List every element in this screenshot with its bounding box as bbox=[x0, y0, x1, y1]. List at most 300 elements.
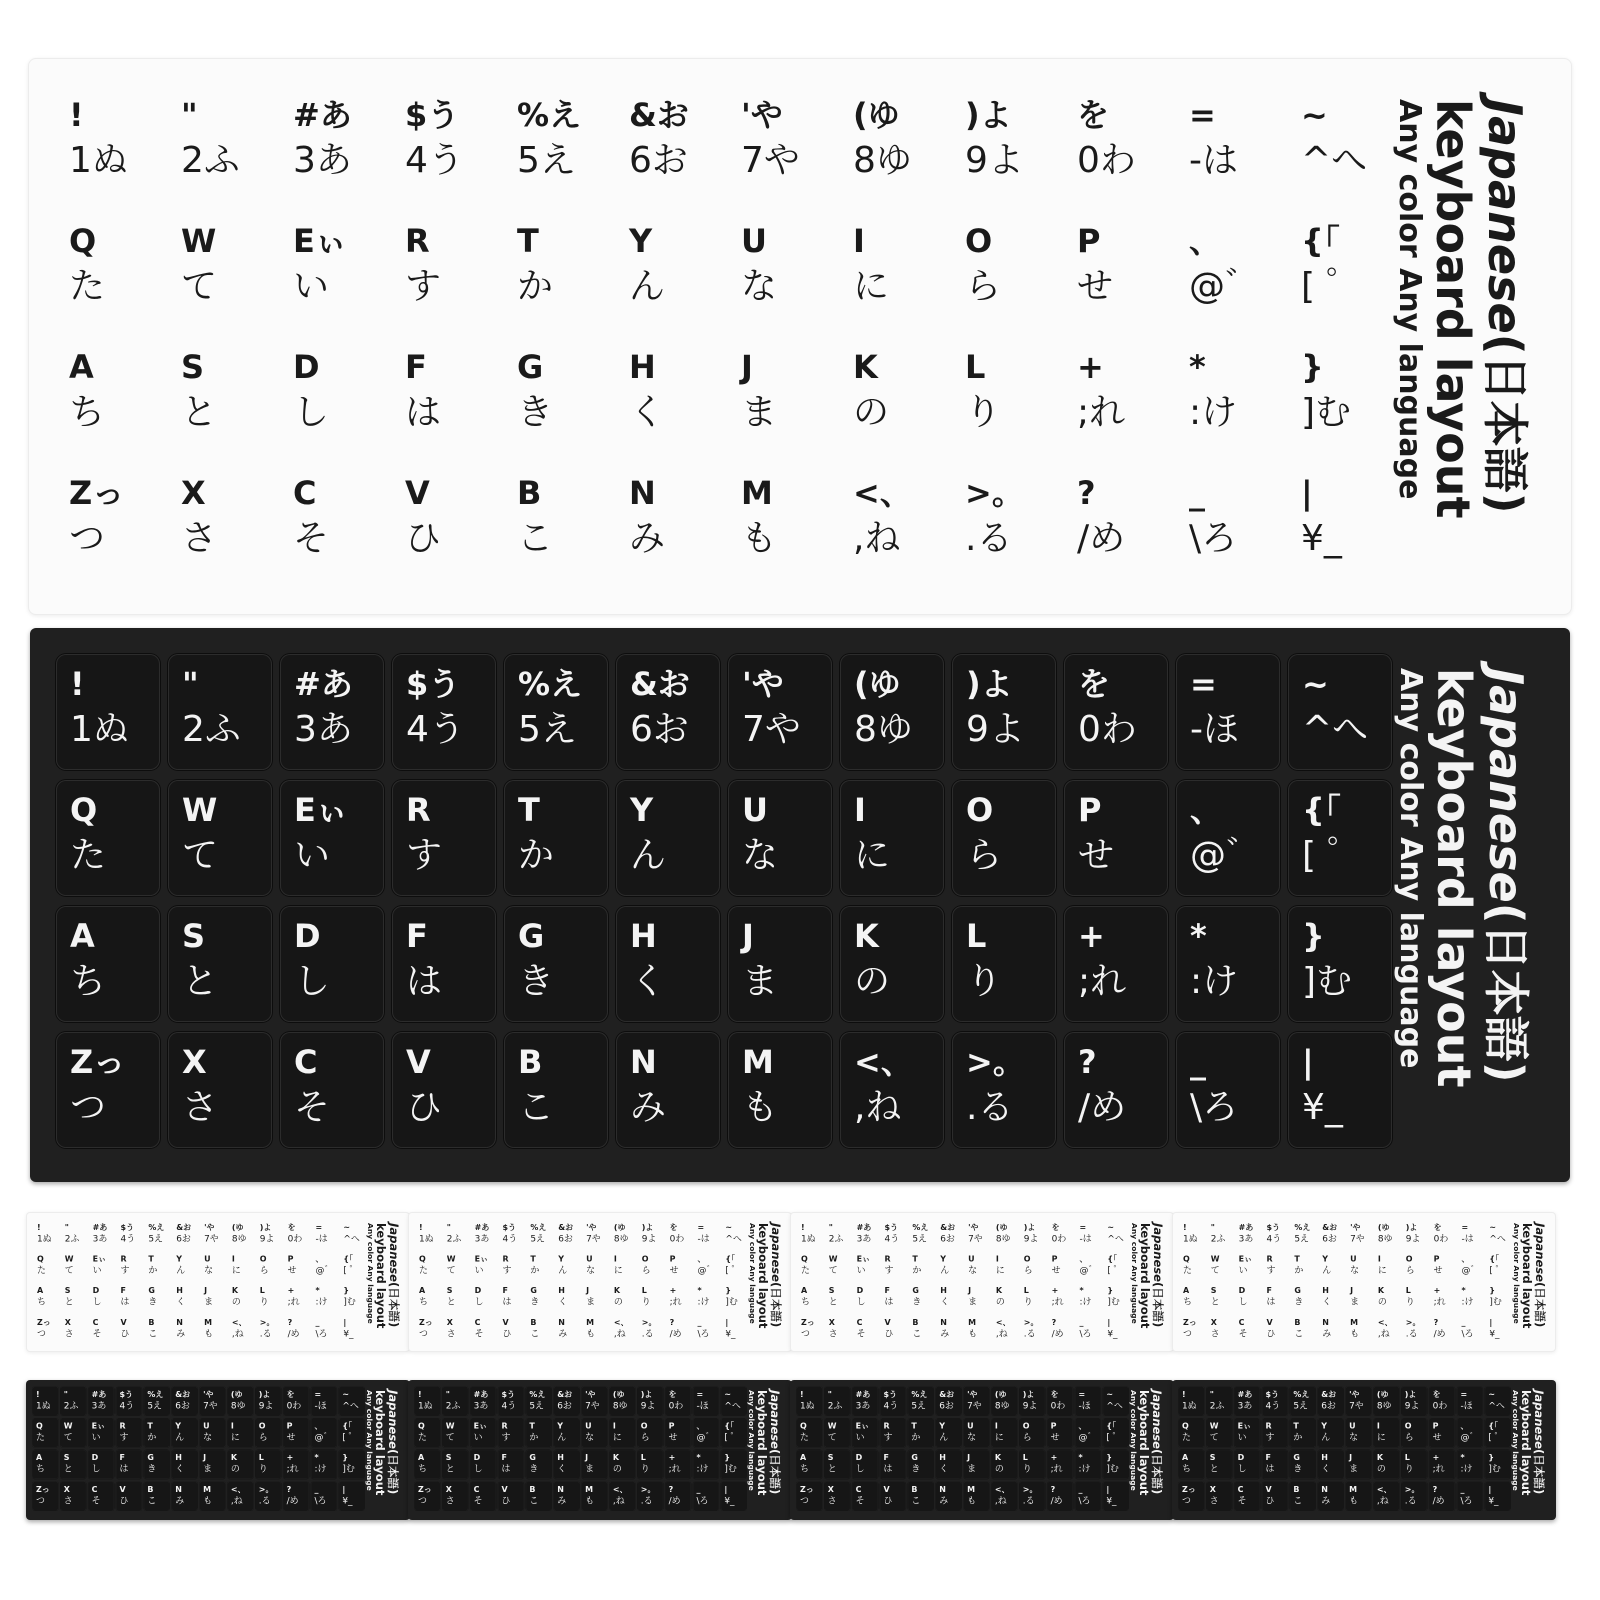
key-legend-bottom: ¥_ bbox=[725, 1328, 736, 1339]
key-legend-bottom: に bbox=[994, 1432, 1004, 1443]
key-sticker bbox=[89, 1251, 115, 1280]
key-legend-bottom: 8ゆ bbox=[230, 1400, 246, 1411]
key-legend-bottom: ん bbox=[630, 835, 667, 876]
key-sticker bbox=[1318, 1387, 1344, 1416]
key-legend-top: O bbox=[1022, 1420, 1030, 1431]
key-legend-top: K bbox=[1376, 1452, 1384, 1463]
key-legend-bottom: ^へ bbox=[343, 1233, 360, 1244]
key-legend-bottom: \ろ bbox=[314, 1495, 327, 1506]
key-legend-bottom: @゛ bbox=[697, 1265, 716, 1276]
key-sticker bbox=[853, 1251, 879, 1280]
key-legend-top: J bbox=[1350, 1285, 1354, 1296]
key-legend-top: ~ bbox=[1106, 1389, 1114, 1399]
key-sticker bbox=[839, 85, 943, 201]
key-legend-bottom: 4う bbox=[502, 1233, 518, 1244]
key-sticker bbox=[694, 1220, 720, 1249]
key-legend-top: L bbox=[640, 1452, 646, 1463]
key-legend-top: (ゆ bbox=[1377, 1222, 1390, 1232]
key-legend-bottom: み bbox=[1321, 1495, 1331, 1506]
key-legend-top: Zっ bbox=[70, 1043, 126, 1081]
key-legend-bottom: し bbox=[1237, 1463, 1247, 1474]
key-sticker bbox=[168, 654, 272, 770]
key-grid bbox=[33, 1220, 365, 1344]
key-sticker bbox=[964, 1418, 990, 1447]
key-legend-top: J bbox=[585, 1452, 589, 1463]
key-legend-bottom: に bbox=[231, 1265, 241, 1276]
key-legend-bottom: ¥_ bbox=[1107, 1328, 1118, 1339]
key-legend-top: P bbox=[286, 1420, 293, 1431]
key-sticker bbox=[55, 211, 159, 327]
key-legend-top: U bbox=[1349, 1420, 1356, 1431]
key-sticker bbox=[503, 463, 607, 579]
key-legend-bottom: 8ゆ bbox=[854, 709, 913, 750]
key-legend-top: R bbox=[1266, 1253, 1273, 1264]
key-legend-bottom: 9よ bbox=[1404, 1400, 1420, 1411]
key-legend-bottom: ;れ bbox=[1432, 1463, 1445, 1474]
key-sticker bbox=[1347, 1315, 1373, 1344]
key-sticker bbox=[1206, 1387, 1232, 1416]
key-legend-top: + bbox=[287, 1285, 295, 1296]
key-legend-top: U bbox=[204, 1253, 211, 1264]
key-sticker bbox=[88, 1387, 114, 1416]
key-sticker bbox=[1374, 1283, 1400, 1312]
key-sticker bbox=[908, 1450, 934, 1479]
key-legend-top: M bbox=[1350, 1317, 1358, 1327]
key-legend-bottom: 6お bbox=[1322, 1233, 1337, 1244]
key-sticker bbox=[55, 337, 159, 453]
key-legend-bottom: の bbox=[613, 1296, 623, 1307]
key-sticker bbox=[392, 654, 496, 770]
key-legend-bottom: ひ bbox=[502, 1328, 512, 1339]
key-sticker bbox=[1076, 1220, 1102, 1249]
key-legend-bottom: 2ふ bbox=[64, 1233, 80, 1244]
key-sticker bbox=[172, 1482, 198, 1511]
key-legend-top: (ゆ bbox=[613, 1222, 626, 1232]
key-legend-bottom: :け bbox=[1079, 1296, 1092, 1307]
key-sticker bbox=[637, 1387, 663, 1416]
key-legend-top: | bbox=[1489, 1317, 1493, 1327]
key-legend-top: M bbox=[204, 1317, 212, 1327]
key-legend-top: H bbox=[629, 348, 656, 386]
key-legend-top: $う bbox=[502, 1222, 517, 1232]
key-legend-top: <、 bbox=[230, 1484, 246, 1494]
key-legend-bottom: き bbox=[912, 1296, 922, 1307]
key-legend-bottom: さ bbox=[63, 1495, 73, 1506]
key-legend-bottom: こ bbox=[148, 1328, 158, 1339]
key-sticker bbox=[311, 1450, 337, 1479]
key-sticker bbox=[415, 1283, 441, 1312]
key-legend-bottom: \ろ bbox=[1189, 518, 1238, 559]
key-sticker bbox=[228, 1283, 254, 1312]
key-legend-bottom: ¥_ bbox=[342, 1495, 353, 1506]
key-legend-bottom: そ bbox=[856, 1328, 866, 1339]
title-tagline: Any color Any language bbox=[747, 1223, 757, 1324]
key-sticker bbox=[1319, 1283, 1345, 1312]
key-legend-bottom: て bbox=[181, 266, 218, 307]
key-legend-top: G bbox=[148, 1285, 155, 1296]
key-sticker bbox=[1485, 1482, 1511, 1511]
key-sticker bbox=[797, 1220, 823, 1249]
key-legend-bottom: ひ bbox=[883, 1495, 893, 1506]
key-legend-top: J bbox=[968, 1285, 972, 1296]
key-legend-top: H bbox=[557, 1452, 564, 1463]
key-legend-bottom: 8ゆ bbox=[612, 1400, 628, 1411]
key-legend-top: G bbox=[912, 1285, 919, 1296]
key-sticker bbox=[609, 1482, 635, 1511]
key-sticker bbox=[1063, 337, 1167, 453]
key-legend-top: S bbox=[182, 917, 206, 955]
key-legend-bottom: 5え bbox=[530, 1233, 546, 1244]
key-sticker bbox=[471, 1251, 497, 1280]
key-legend-bottom: こ bbox=[517, 518, 554, 559]
key-legend-top: )よ bbox=[1404, 1389, 1417, 1399]
key-legend-top: F bbox=[406, 917, 428, 955]
key-sticker bbox=[728, 906, 832, 1022]
key-sticker bbox=[88, 1450, 114, 1479]
key-legend-bottom: 0わ bbox=[668, 1400, 684, 1411]
key-legend-top: B bbox=[530, 1317, 537, 1327]
key-legend-top: (ゆ bbox=[995, 1222, 1008, 1232]
key-legend-top: D bbox=[1237, 1452, 1245, 1463]
key-legend-top: {「 bbox=[724, 1420, 734, 1431]
key-legend-bottom: せ bbox=[1433, 1265, 1443, 1276]
key-legend-bottom: な bbox=[586, 1265, 596, 1276]
key-sticker bbox=[991, 1450, 1017, 1479]
key-sticker bbox=[173, 1283, 199, 1312]
key-legend-top: L bbox=[1404, 1452, 1410, 1463]
key-legend-top: * bbox=[1460, 1452, 1465, 1463]
key-sticker bbox=[256, 1251, 282, 1280]
key-legend-top: R bbox=[884, 1253, 891, 1264]
key-legend-bottom: 5え bbox=[1294, 1233, 1310, 1244]
key-sticker bbox=[582, 1387, 608, 1416]
key-legend-bottom: 4う bbox=[120, 1233, 136, 1244]
key-legend-bottom: [ ゜ bbox=[1107, 1265, 1123, 1276]
key-sticker bbox=[1288, 906, 1392, 1022]
key-legend-top: Y bbox=[176, 1253, 182, 1264]
key-legend-top: A bbox=[35, 1452, 43, 1463]
key-sticker bbox=[1485, 1450, 1511, 1479]
key-sticker bbox=[1178, 1482, 1204, 1511]
key-sticker bbox=[693, 1482, 719, 1511]
title-kanji: (日本語) bbox=[768, 1449, 782, 1495]
key-sticker bbox=[116, 1418, 142, 1447]
key-sticker bbox=[279, 337, 383, 453]
key-legend-top: } bbox=[343, 1285, 350, 1296]
sticker-title-block bbox=[747, 1390, 782, 1511]
key-legend-top: &お bbox=[175, 1389, 191, 1399]
key-sticker bbox=[283, 1482, 309, 1511]
key-legend-bottom: く bbox=[1322, 1296, 1332, 1307]
key-legend-bottom: 3あ bbox=[1237, 1400, 1253, 1411]
key-legend-bottom: :け bbox=[314, 1463, 327, 1474]
key-sticker bbox=[839, 337, 943, 453]
key-legend-top: {「 bbox=[725, 1253, 735, 1264]
key-legend-top: を bbox=[1050, 1389, 1059, 1399]
key-grid bbox=[796, 1387, 1128, 1511]
key-legend-top: D bbox=[856, 1285, 864, 1296]
key-sticker bbox=[60, 1418, 86, 1447]
key-legend-top: C bbox=[1238, 1317, 1245, 1327]
key-legend-bottom: に bbox=[1376, 1432, 1386, 1443]
key-legend-bottom: @゛ bbox=[1079, 1265, 1098, 1276]
key-legend-bottom: い bbox=[1238, 1265, 1248, 1276]
key-legend-top: ~ bbox=[1107, 1222, 1115, 1232]
key-legend-bottom: と bbox=[63, 1463, 73, 1474]
key-legend-top: を bbox=[1433, 1222, 1442, 1232]
key-legend-top: (ゆ bbox=[612, 1389, 625, 1399]
key-sticker bbox=[839, 211, 943, 327]
key-legend-top: * bbox=[1079, 1285, 1084, 1296]
key-legend-top: } bbox=[724, 1452, 731, 1463]
key-sticker bbox=[909, 1220, 935, 1249]
key-legend-bottom: ;れ bbox=[669, 1296, 682, 1307]
key-sticker bbox=[1374, 1220, 1400, 1249]
key-sticker bbox=[1429, 1482, 1455, 1511]
key-legend-top: Y bbox=[629, 222, 653, 260]
key-sticker bbox=[117, 1315, 143, 1344]
key-legend-top: O bbox=[1023, 1253, 1031, 1264]
key-legend-bottom: て bbox=[828, 1265, 838, 1276]
key-legend-top: I bbox=[612, 1420, 616, 1431]
key-legend-bottom: ¥_ bbox=[1106, 1495, 1117, 1506]
key-legend-top: * bbox=[697, 1285, 702, 1296]
key-sticker bbox=[414, 1482, 440, 1511]
key-sticker bbox=[255, 1450, 281, 1479]
key-sticker bbox=[499, 1283, 525, 1312]
key-legend-top: Zっ bbox=[69, 474, 125, 512]
key-legend-bottom: に bbox=[612, 1432, 622, 1443]
title-japanese: Japanese bbox=[1151, 1223, 1165, 1283]
key-sticker bbox=[1288, 654, 1392, 770]
key-legend-bottom: [ ゜ bbox=[1489, 1265, 1505, 1276]
key-legend-bottom: の bbox=[854, 961, 891, 1002]
key-legend-bottom: り bbox=[1404, 1463, 1414, 1474]
key-legend-bottom: .る bbox=[258, 1495, 271, 1506]
key-legend-top: J bbox=[742, 917, 754, 955]
key-legend-bottom: ;れ bbox=[286, 1463, 299, 1474]
key-legend-bottom: 4う bbox=[884, 1233, 900, 1244]
key-legend-top: J bbox=[741, 348, 753, 386]
key-legend-top: K bbox=[853, 348, 878, 386]
key-sticker bbox=[1373, 1418, 1399, 1447]
key-legend-top: G bbox=[518, 917, 545, 955]
key-legend-bottom: す bbox=[120, 1265, 130, 1276]
key-legend-bottom: な bbox=[967, 1432, 977, 1443]
key-sticker bbox=[1179, 1283, 1205, 1312]
key-sticker bbox=[1179, 1220, 1205, 1249]
key-legend-bottom: 0わ bbox=[286, 1400, 302, 1411]
key-legend-bottom: 3あ bbox=[855, 1400, 871, 1411]
key-legend-bottom: 9よ bbox=[1022, 1400, 1038, 1411]
key-legend-bottom: つ bbox=[35, 1495, 45, 1506]
key-legend-top: G bbox=[911, 1452, 918, 1463]
key-legend-bottom: -は bbox=[315, 1233, 328, 1244]
title-tagline: Any color Any language bbox=[1392, 99, 1427, 500]
key-legend-bottom: の bbox=[1377, 1296, 1387, 1307]
key-sticker bbox=[1019, 1450, 1045, 1479]
key-legend-top: A bbox=[36, 1285, 44, 1296]
key-sticker bbox=[391, 85, 495, 201]
key-sticker bbox=[414, 1450, 440, 1479]
key-legend-top: S bbox=[1209, 1452, 1216, 1463]
key-sticker bbox=[1263, 1315, 1289, 1344]
key-legend-top: _ bbox=[315, 1317, 320, 1327]
key-sticker bbox=[797, 1283, 823, 1312]
key-legend-bottom: 6お bbox=[1321, 1400, 1336, 1411]
key-legend-bottom: /め bbox=[669, 1328, 682, 1339]
key-legend-top: {「 bbox=[1488, 1420, 1498, 1431]
key-sticker bbox=[227, 1482, 253, 1511]
key-sticker bbox=[228, 1220, 254, 1249]
key-legend-bottom: 5え bbox=[529, 1400, 545, 1411]
key-legend-bottom: ^へ bbox=[724, 1400, 741, 1411]
key-sticker bbox=[1235, 1315, 1261, 1344]
key-legend-top: (ゆ bbox=[853, 96, 900, 134]
key-legend-bottom: せ bbox=[1077, 266, 1114, 307]
key-legend-top: X bbox=[827, 1484, 834, 1494]
key-legend-top: H bbox=[1322, 1285, 1329, 1296]
key-legend-top: = bbox=[1189, 96, 1216, 134]
key-sticker bbox=[1103, 1450, 1129, 1479]
key-legend-top: D bbox=[855, 1452, 863, 1463]
key-legend-top: U bbox=[586, 1253, 593, 1264]
key-legend-bottom: .る bbox=[640, 1495, 653, 1506]
key-legend-top: R bbox=[405, 222, 430, 260]
key-legend-bottom: 0わ bbox=[1078, 709, 1137, 750]
key-legend-bottom: た bbox=[70, 835, 107, 876]
key-sticker bbox=[728, 654, 832, 770]
key-legend-bottom: ん bbox=[940, 1265, 950, 1276]
key-legend-bottom: そ bbox=[293, 518, 330, 559]
key-legend-bottom: ;れ bbox=[668, 1463, 681, 1474]
key-legend-bottom: 2ふ bbox=[181, 140, 240, 181]
key-legend-bottom: ;れ bbox=[1051, 1296, 1064, 1307]
key-sticker bbox=[89, 1220, 115, 1249]
key-sticker bbox=[88, 1418, 114, 1447]
key-legend-top: T bbox=[912, 1253, 918, 1264]
key-sticker bbox=[1176, 654, 1280, 770]
key-sticker bbox=[666, 1220, 692, 1249]
key-sticker bbox=[284, 1220, 310, 1249]
key-legend-bottom: ;れ bbox=[1077, 392, 1126, 433]
key-sticker bbox=[61, 1251, 87, 1280]
key-legend-top: ~ bbox=[342, 1389, 350, 1399]
key-legend-top: #あ bbox=[293, 96, 352, 134]
key-legend-bottom: さ bbox=[827, 1495, 837, 1506]
key-legend-top: K bbox=[613, 1285, 621, 1296]
key-sticker bbox=[255, 1418, 281, 1447]
key-sticker bbox=[583, 1251, 609, 1280]
title-tagline: Any color Any language bbox=[1129, 1223, 1139, 1324]
key-legend-top: P bbox=[668, 1420, 675, 1431]
key-sticker bbox=[503, 85, 607, 201]
key-legend-top: P bbox=[1433, 1253, 1440, 1264]
key-legend-bottom: は bbox=[120, 1296, 130, 1307]
key-legend-bottom: 5え bbox=[1293, 1400, 1309, 1411]
key-legend-top: $う bbox=[1266, 1222, 1281, 1232]
key-legend-bottom: な bbox=[1349, 1432, 1359, 1443]
key-sticker bbox=[1048, 1220, 1074, 1249]
key-sticker bbox=[340, 1315, 366, 1344]
key-sticker bbox=[936, 1387, 962, 1416]
key-legend-bottom: /め bbox=[1077, 518, 1126, 559]
key-legend-top: ! bbox=[1182, 1222, 1187, 1232]
key-legend-bottom: か bbox=[911, 1432, 921, 1443]
key-legend-bottom: に bbox=[230, 1432, 240, 1443]
key-legend-bottom: [ ゜ bbox=[1301, 266, 1363, 307]
key-sticker bbox=[952, 654, 1056, 770]
title-kanji: (日本語) bbox=[1532, 1449, 1546, 1495]
key-legend-top: + bbox=[1051, 1285, 1059, 1296]
key-legend-top: } bbox=[725, 1285, 732, 1296]
key-legend-top: H bbox=[175, 1452, 182, 1463]
key-sticker bbox=[284, 1315, 310, 1344]
key-legend-top: F bbox=[405, 348, 427, 386]
key-legend-top: C bbox=[855, 1484, 862, 1494]
key-sticker bbox=[796, 1387, 822, 1416]
key-sticker bbox=[909, 1251, 935, 1280]
title-kanji: (日本語) bbox=[1479, 902, 1533, 1083]
key-legend-top: M bbox=[967, 1484, 975, 1494]
key-legend-bottom: し bbox=[474, 1296, 484, 1307]
key-legend-bottom: か bbox=[148, 1265, 158, 1276]
key-legend-top: | bbox=[1302, 1043, 1314, 1081]
key-sticker bbox=[694, 1315, 720, 1344]
key-legend-top: _ bbox=[696, 1484, 701, 1494]
key-legend-top: 、 bbox=[696, 1420, 705, 1431]
key-legend-top: O bbox=[258, 1420, 266, 1431]
key-legend-bottom: .る bbox=[259, 1328, 272, 1339]
key-legend-bottom: \ろ bbox=[697, 1328, 710, 1339]
key-sticker bbox=[279, 463, 383, 579]
key-legend-top: T bbox=[1293, 1420, 1299, 1431]
key-legend-bottom: い bbox=[473, 1432, 483, 1443]
key-sticker bbox=[442, 1418, 468, 1447]
key-legend-bottom: こ bbox=[911, 1495, 921, 1506]
key-legend-bottom: り bbox=[1022, 1463, 1032, 1474]
key-legend-bottom: い bbox=[1237, 1432, 1247, 1443]
key-legend-bottom: 1ぬ bbox=[36, 1233, 52, 1244]
key-legend-top: J bbox=[967, 1452, 971, 1463]
key-grid bbox=[414, 1387, 746, 1511]
key-legend-bottom: ,ね bbox=[853, 518, 901, 559]
key-sticker bbox=[881, 1315, 907, 1344]
key-legend-top: C bbox=[473, 1484, 480, 1494]
key-legend-top: >。 bbox=[640, 1484, 656, 1494]
key-sticker bbox=[1235, 1283, 1261, 1312]
key-sticker bbox=[840, 654, 944, 770]
key-sticker bbox=[340, 1283, 366, 1312]
key-legend-bottom: 1ぬ bbox=[70, 709, 129, 750]
key-legend-top: {「 bbox=[1107, 1253, 1117, 1264]
key-sticker bbox=[1319, 1251, 1345, 1280]
key-legend-bottom: 3あ bbox=[293, 140, 352, 181]
title-japanese: Japanese bbox=[1532, 1390, 1546, 1450]
key-sticker bbox=[200, 1387, 226, 1416]
key-sticker bbox=[1179, 1251, 1205, 1280]
key-sticker bbox=[499, 1315, 525, 1344]
title-kanji: (日本語) bbox=[1533, 1282, 1547, 1328]
key-sticker bbox=[1263, 1220, 1289, 1249]
key-sticker bbox=[1486, 1251, 1512, 1280]
key-sticker bbox=[616, 654, 720, 770]
key-legend-top: X bbox=[182, 1043, 207, 1081]
key-sticker bbox=[1401, 1418, 1427, 1447]
key-legend-bottom: .る bbox=[641, 1328, 654, 1339]
key-sticker bbox=[796, 1450, 822, 1479]
key-legend-bottom: こ bbox=[147, 1495, 157, 1506]
